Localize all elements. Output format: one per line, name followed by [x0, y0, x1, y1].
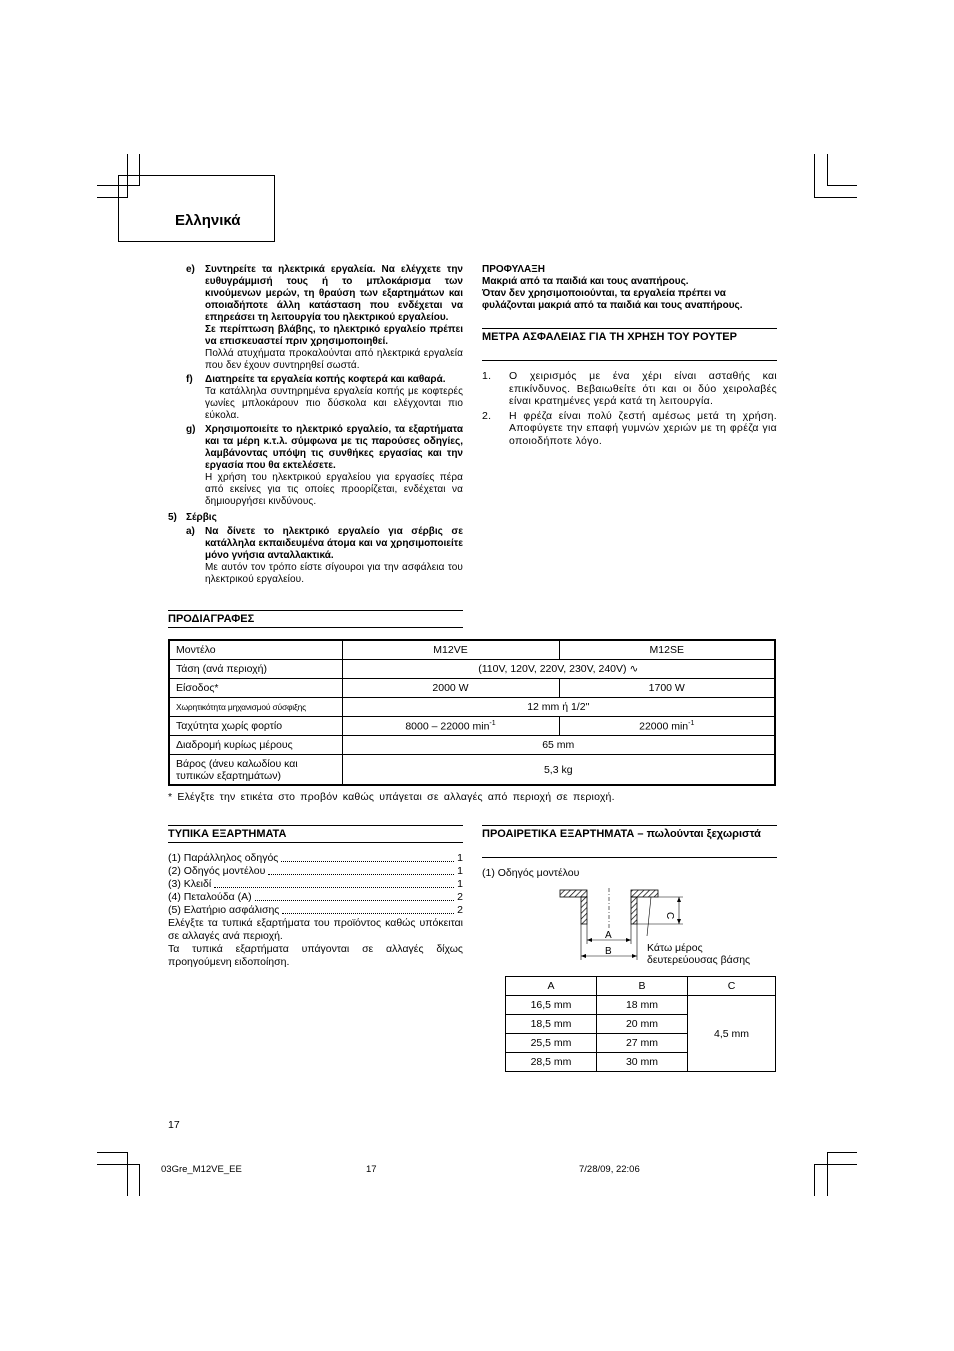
item-bold-text: Συντηρείτε τα ηλεκτρικά εργαλεία. Να ελέγχετε την ευθυγράμμισή τους ή το μπλοκάρισμα των κινούμενων μερών, τη θραύση των εξαρτημάτων και οποιαδήποτε άλλη κατάσταση που ενδέχεται να επηρεάσει τη λειτουργία του ηλεκτρικού εργαλείου.	[205, 264, 463, 323]
table-cell: 18 mm	[597, 996, 688, 1015]
table-row	[169, 717, 775, 736]
spec-value: 12 mm ή 1/2"	[342, 698, 775, 717]
unit-exponent: -1	[489, 719, 496, 727]
spec-value	[342, 660, 775, 679]
acc-label: (1) Παράλληλος οδηγός	[168, 852, 279, 864]
section-rule	[168, 627, 463, 628]
table-cell: 20 mm	[597, 1015, 688, 1034]
list-item	[168, 904, 463, 917]
item-text: Τα κατάλληλα συντηρημένα εργαλεία κοπής με κοφτερές γωνίες μπλοκάρουν πιο δύσκολα και ελέγχονται πιο εύκολα.	[205, 386, 463, 421]
dimension-label-b: B	[605, 946, 612, 957]
column-header: B	[597, 977, 688, 996]
item-number: 1.	[482, 370, 492, 382]
spec-label: Βάρος (άνευ καλωδίου και τυπικών εξαρτημάτων)	[169, 755, 342, 786]
table-cell: 16,5 mm	[506, 996, 597, 1015]
crop-mark	[827, 154, 828, 186]
crop-mark	[139, 1164, 140, 1196]
footer-filename: 03Gre_M12VE_EE	[161, 1164, 242, 1175]
crop-mark	[814, 1164, 815, 1196]
spec-value: 5,3 kg	[342, 755, 775, 786]
table-row	[169, 679, 775, 698]
acc-qty: 2	[457, 891, 463, 903]
caption-line: Κάτω μέρος	[647, 942, 703, 954]
list-item	[168, 865, 463, 878]
unit-exponent: -1	[688, 719, 695, 727]
list-item-f	[168, 374, 463, 422]
section-rule	[482, 360, 777, 361]
speed-value: 8000 – 22000 min	[405, 720, 490, 733]
caution-block	[482, 264, 777, 312]
spec-value	[559, 717, 775, 736]
item-text: Η χρήση του ηλεκτρικού εργαλείου για εργασίες πέρα από εκείνες για τις οποίες προορίζεται, ενδέχεται να δημιουργήσει κινδύνους.	[205, 472, 463, 507]
section-rule	[482, 825, 777, 826]
model-header: M12SE	[559, 640, 775, 660]
item-label: f)	[186, 374, 193, 385]
std-acc-note: Τα τυπικά εξαρτήματα υπάγονται σε αλλαγές δίχως προηγούμενη ειδοποίηση.	[168, 943, 463, 968]
dimension-table	[505, 976, 776, 1072]
safety-item-text: Ο χειρισμός με ένα χέρι είναι ασταθής και επικίνδυνος. Βεβαιωθείτε ότι και οι δύο χειρολαβές είναι κρατημένες γερά κατά τη λειτουργία.	[509, 370, 777, 407]
spec-label: Μοντέλο	[169, 640, 342, 660]
list-item	[168, 878, 463, 891]
table-row	[169, 755, 775, 786]
table-row	[169, 698, 775, 717]
item-bold-text: Χρησιμοποιείτε το ηλεκτρικό εργαλείο, τα εξαρτήματα και τα μέρη κ.τ.λ. σύμφωνα με τις παρούσες οδηγίες, λαμβάνοντας υπόψη τις συνθήκες εργασίας και την εργασία που θα εκτελέσετε.	[205, 424, 463, 471]
service-section	[168, 512, 463, 591]
crop-mark	[827, 1152, 828, 1196]
section-number: 5)	[168, 512, 177, 523]
footer-date: 7/28/09, 22:06	[579, 1164, 640, 1175]
spec-value	[342, 717, 559, 736]
section-title: Σέρβις	[186, 512, 217, 523]
spec-value: 65 mm	[342, 736, 775, 755]
table-row	[169, 640, 775, 660]
spec-label: Ταχύτητα χωρίς φορτίο	[169, 717, 342, 736]
item-bold-text: Διατηρείτε τα εργαλεία κοπής κοφτερά και καθαρά.	[205, 374, 446, 385]
list-item-g	[168, 424, 463, 508]
caution-title: ΠΡΟΦΥΛΑΞΗ	[482, 264, 545, 275]
acc-label: (4) Πεταλούδα (A)	[168, 891, 252, 903]
footer-sheet: 17	[366, 1164, 377, 1175]
section-rule	[482, 328, 777, 329]
model-header: M12VE	[342, 640, 559, 660]
acc-label: (3) Κλειδί	[168, 878, 212, 890]
opt-acc-item: (1) Οδηγός μοντέλου	[482, 867, 580, 879]
acc-label: (5) Ελατήριο ασφάλισης	[168, 904, 280, 916]
safety-list	[482, 370, 777, 447]
table-cell: 4,5 mm	[688, 996, 776, 1072]
spec-value: 1700 W	[559, 679, 775, 698]
section-rule	[168, 842, 463, 843]
column-header: A	[506, 977, 597, 996]
dimension-label-a: A	[605, 930, 612, 941]
voltage-value: (110V, 120V, 220V, 230V, 240V)	[478, 663, 627, 675]
table-row	[169, 660, 775, 679]
spec-value: 2000 W	[342, 679, 559, 698]
ac-icon: ∿	[629, 663, 639, 675]
list-item-e	[168, 264, 463, 372]
acc-qty: 1	[457, 852, 463, 864]
dimension-label-c: C	[664, 912, 675, 920]
item-bold-text: Σε περίπτωση βλάβης, το ηλεκτρικό εργαλείο πρέπει να επισκευαστεί πριν χρησιμοποιηθεί.	[205, 324, 463, 347]
page-number: 17	[168, 1119, 180, 1131]
crop-mark	[97, 1152, 128, 1153]
left-column	[168, 264, 463, 513]
language-tab	[118, 175, 275, 242]
spec-label: Χωρητικότητα μηχανισμού σύσφιξης	[169, 698, 342, 717]
opt-acc-heading: ΠΡΟΑΙΡΕΤΙΚΑ ΕΞΑΡΤΗΜΑΤΑ – πωλούνται ξεχωριστά	[482, 828, 761, 840]
crop-mark	[127, 1152, 128, 1196]
table-cell: 25,5 mm	[506, 1034, 597, 1053]
table-row	[169, 736, 775, 755]
table-row	[506, 977, 776, 996]
specs-table	[168, 639, 776, 786]
caption-line: δευτερεύουσας βάσης	[647, 954, 751, 966]
item-text: Πολλά ατυχήματα προκαλούνται από ηλεκτρικά εργαλεία που δεν έχουν συντηρηθεί σωστά.	[205, 348, 463, 371]
crop-mark	[814, 197, 857, 198]
section-rule	[168, 825, 463, 826]
std-acc-list	[168, 852, 463, 969]
specs-footnote: * Ελέγξτε την ετικέτα στο προβόν καθώς υπάγεται σε αλλαγές από περιοχή σε περιοχή.	[168, 791, 615, 803]
crop-mark	[827, 1152, 857, 1153]
diagram-caption	[647, 942, 750, 966]
acc-qty: 2	[457, 904, 463, 916]
safety-heading: ΜΕΤΡΑ ΑΣΦΑΛΕΙΑΣ ΓΙΑ ΤΗ ΧΡΗΣΗ ΤΟΥ ΡΟΥΤΕΡ	[482, 331, 737, 343]
table-row	[506, 996, 776, 1015]
list-item	[168, 852, 463, 865]
crop-mark	[97, 1164, 139, 1165]
item-label: e)	[186, 264, 195, 275]
speed-value: 22000 min	[639, 720, 689, 733]
list-item-a	[168, 526, 463, 586]
item-bold-text: Να δίνετε το ηλεκτρικό εργαλείο για σέρβις σε κατάλληλα εκπαιδευμένα άτομα και να χρησιμοποιείτε μόνο γνήσια ανταλλακτικά.	[205, 526, 463, 561]
std-acc-heading: ΤΥΠΙΚΑ ΕΞΑΡΤΗΜΑΤΑ	[168, 828, 287, 840]
safety-item-text: Η φρέζα είναι πολύ ζεστή αμέσως μετά τη χρήση. Αποφύγετε την επαφή γυμνών χεριών με τη φρέζα για οποιοδήποτε λόγο.	[509, 409, 777, 447]
crop-mark	[827, 185, 857, 186]
table-cell: 18,5 mm	[506, 1015, 597, 1034]
item-text: Με αυτόν τον τρόπο είστε σίγουροι για την ασφάλεια του ηλεκτρικού εργαλείου.	[205, 562, 463, 585]
list-item	[168, 891, 463, 904]
spec-label: Τάση (ανά περιοχή)	[169, 660, 342, 679]
caution-line: Όταν δεν χρησιμοποιούνται, τα εργαλεία πρέπει να φυλάζονται μακριά από τα παιδιά και τους αναπήρους.	[482, 288, 743, 311]
acc-label: (2) Οδηγός μοντέλου	[168, 865, 266, 877]
acc-qty: 1	[457, 878, 463, 890]
language-title: Ελληνικά	[175, 212, 241, 229]
section-rule	[168, 610, 463, 611]
table-cell: 28,5 mm	[506, 1053, 597, 1072]
specs-heading: ΠΡΟΔΙΑΓΡΑΦΕΣ	[168, 613, 255, 625]
item-label: g)	[186, 424, 196, 435]
column-header: C	[688, 977, 776, 996]
std-acc-note: Ελέγξτε τα τυπικά εξαρτήματα του προϊόντος καθώς υπόκειται σε αλλαγές ανά περιοχή.	[168, 917, 463, 942]
section-rule	[482, 857, 777, 858]
table-cell: 30 mm	[597, 1053, 688, 1072]
acc-qty: 1	[457, 865, 463, 877]
spec-label: Είσοδος*	[169, 679, 342, 698]
caution-line: Μακριά από τα παιδιά και τους αναπήρους.	[482, 276, 689, 287]
crop-mark	[814, 154, 815, 198]
crop-mark	[814, 1164, 857, 1165]
item-number: 2.	[482, 409, 492, 422]
spec-label: Διαδρομή κυρίως μέρους	[169, 736, 342, 755]
item-label: a)	[186, 526, 195, 537]
table-cell: 27 mm	[597, 1034, 688, 1053]
